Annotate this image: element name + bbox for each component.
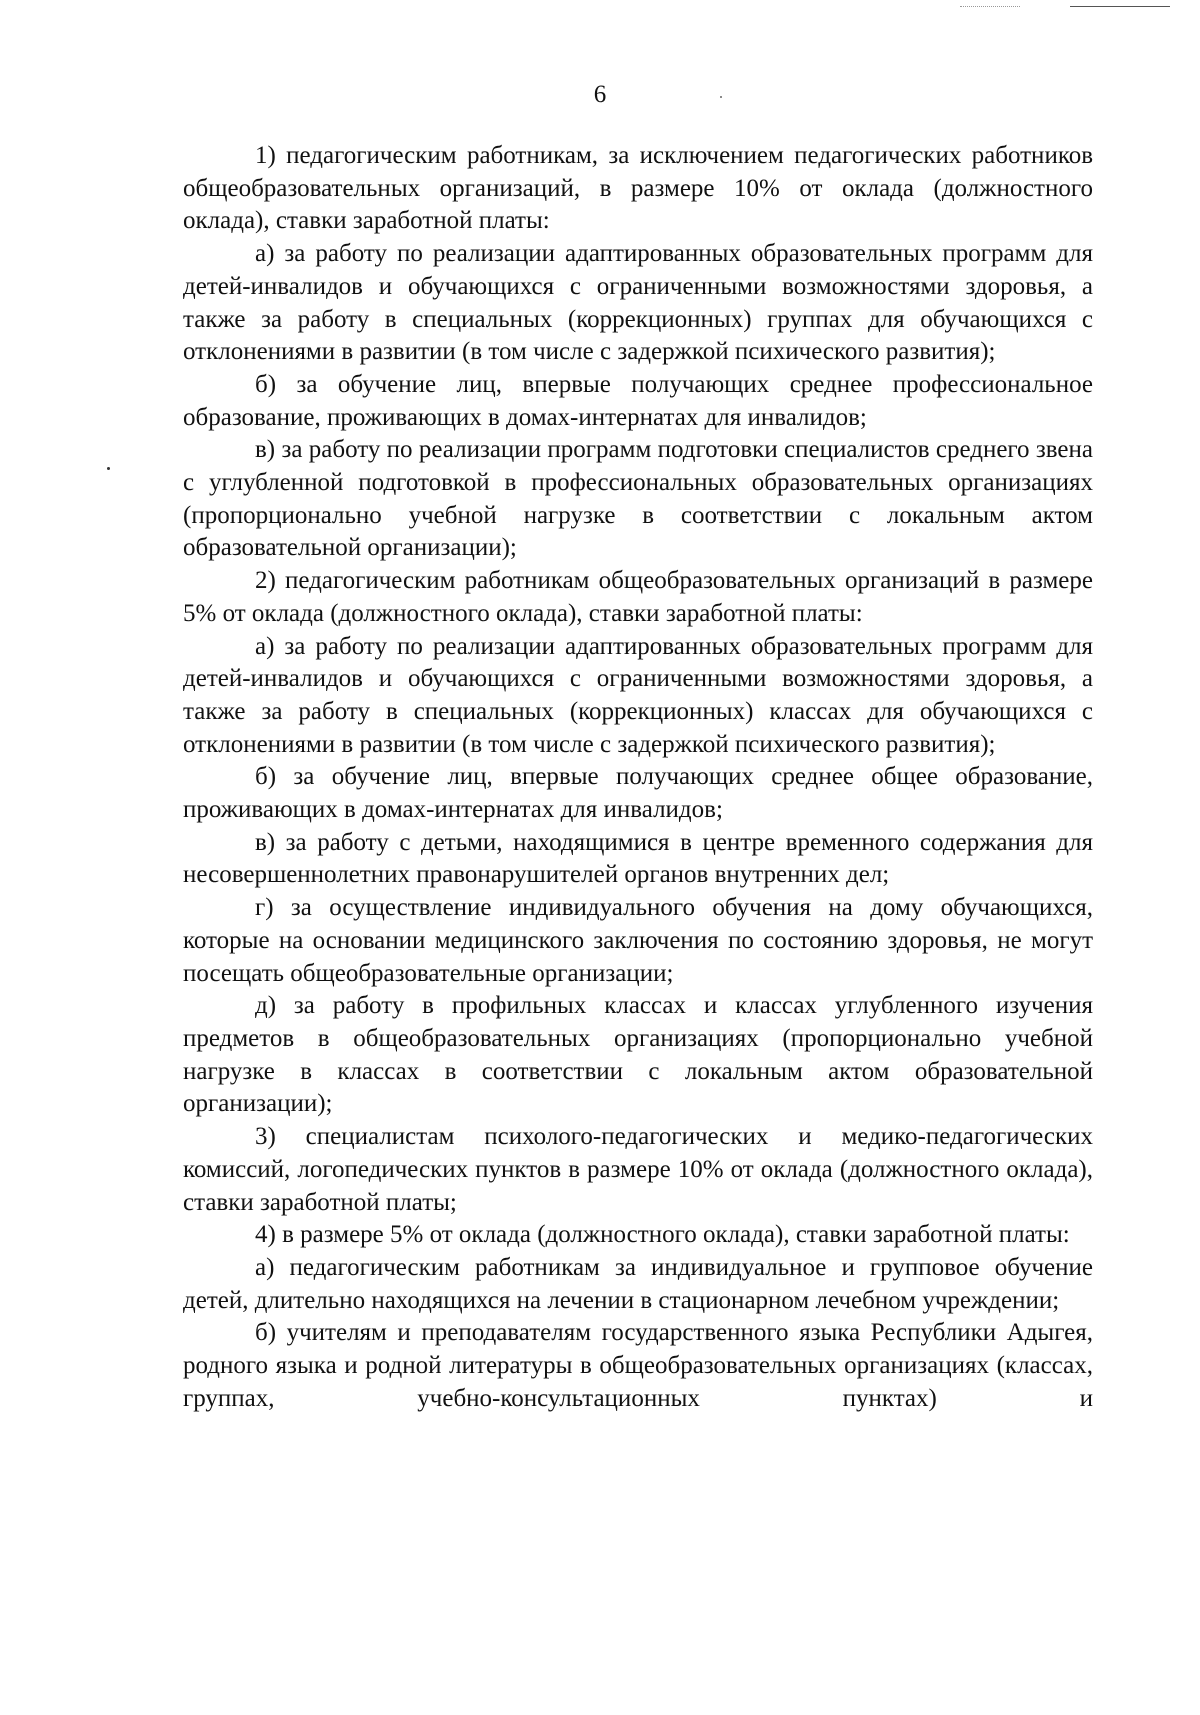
- page-number: 6: [593, 81, 607, 108]
- scan-artifact-dots: [960, 6, 1020, 8]
- paragraph-item-2e: д) за работу в профильных классах и классах углубленного изучения предметов в общеобразовательных организациях (пропорционально учебной нагрузке в классах в соответствии с локальным актом образовательной организации);: [183, 992, 1093, 1118]
- document-body: [183, 140, 1093, 1415]
- paragraph-item-4a: а) педагогическим работникам за индивидуальное и групповое обучение детей, длительно находящихся на лечении в стационарном лечебном учреждении;: [183, 1253, 1093, 1314]
- paragraph-item-4b: б) учителям и преподавателям государственного языка Республики Адыгея, родного языка и родной литературы в общеобразовательных организациях (классах, группах, учебно-консультационных пунктах) и: [183, 1319, 1093, 1412]
- paragraph-item-2a: а) за работу по реализации адаптированных образовательных программ для детей-инвалидов и обучающихся с ограниченными возможностями здоровья, а также за работу в специальных (коррекционных) классах для обучающихся с отклонениями в развитии (в том числе с задержкой психического развития);: [183, 632, 1093, 758]
- paragraph-item-2: 2) педагогическим работникам общеобразовательных организаций в размере 5% от оклада (должностного оклада), ставки заработной платы:: [183, 567, 1093, 627]
- scan-artifact-line: [1070, 6, 1170, 7]
- paragraph-item-2d: г) за осуществление индивидуального обучения на дому обучающихся, которые на основании медицинского заключения по состоянию здоровья, не могут посещать общеобразовательные организации;: [183, 894, 1093, 987]
- paragraph-item-1a: а) за работу по реализации адаптированных образовательных программ для детей-инвалидов и обучающихся с ограниченными возможностями здоровья, а также за работу в специальных (коррекционных) группах для обучающихся с отклонениями в развитии (в том числе с задержкой психического развития);: [183, 240, 1093, 366]
- paragraph-item-3: 3) специалистам психолого-педагогических и медико-педагогических комиссий, логопедических пунктов в размере 10% от оклада (должностного оклада), ставки заработной платы;: [183, 1123, 1093, 1216]
- paragraph-item-1: 1) педагогическим работникам, за исключением педагогических работников общеобразовательных организаций, в размере 10% от оклада (должностного оклада), ставки заработной платы:: [183, 142, 1093, 235]
- paragraph-item-1b: б) за обучение лиц, впервые получающих среднее профессиональное образование, проживающих в домах-интернатах для инвалидов;: [183, 370, 1093, 431]
- margin-speck: [107, 467, 110, 470]
- paragraph-item-2c: в) за работу с детьми, находящимися в центре временного содержания для несовершеннолетних правонарушителей органов внутренних дел;: [183, 828, 1093, 889]
- paragraph-item-4: 4) в размере 5% от оклада (должностного оклада), ставки заработной платы:: [255, 1221, 1070, 1249]
- paragraph-item-2b: б) за обучение лиц, впервые получающих среднее общее образование, проживающих в домах-интернатах для инвалидов;: [183, 763, 1093, 824]
- paragraph-item-1c: в) за работу по реализации программ подготовки специалистов среднего звена с углубленной подготовкой в профессиональных образовательных организациях (пропорционально учебной нагрузке в соответствии с локальным актом образовательной организации);: [183, 436, 1093, 562]
